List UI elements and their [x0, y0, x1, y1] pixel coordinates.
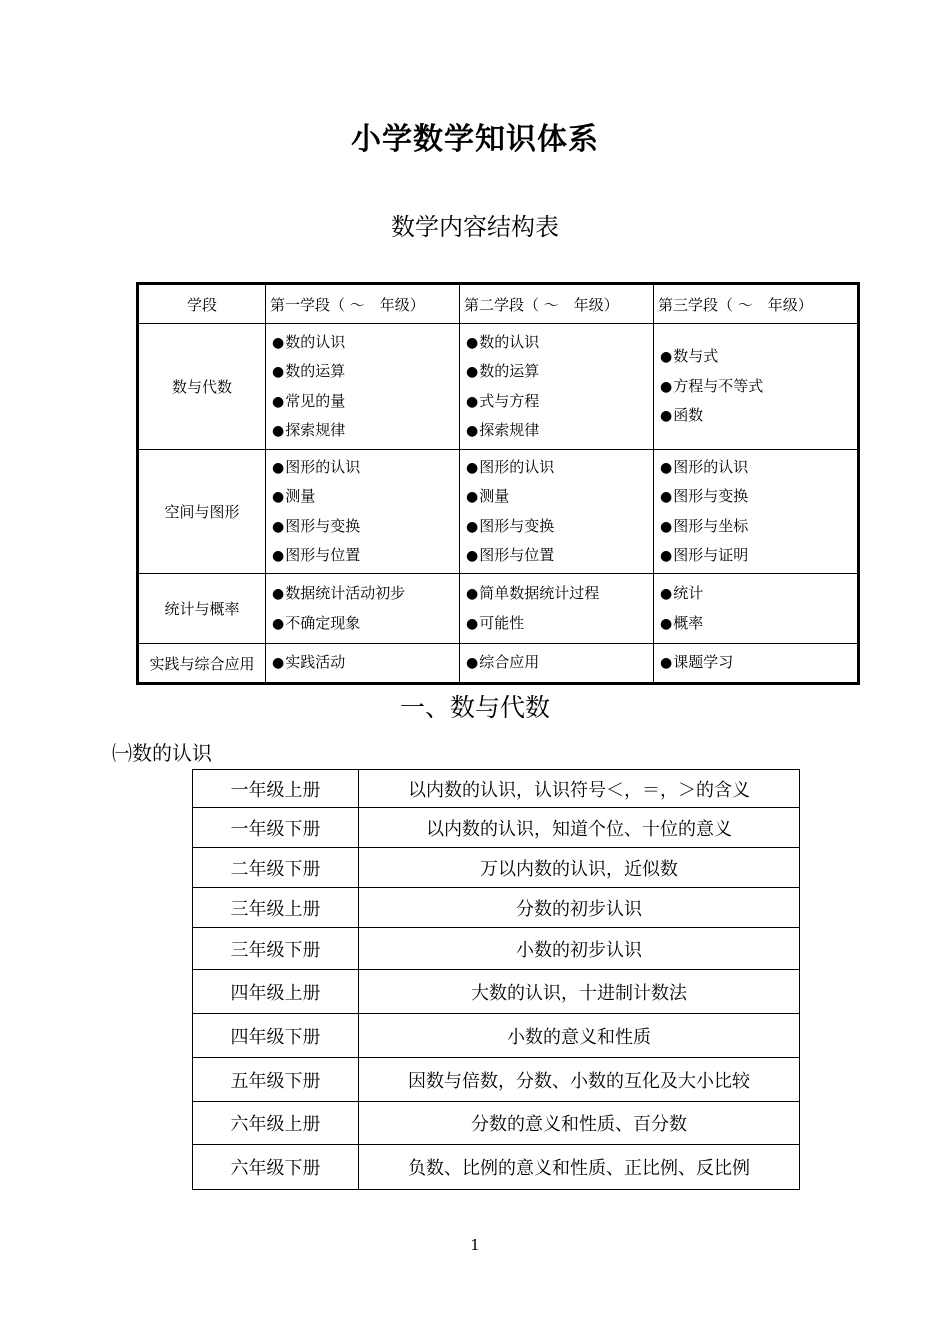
list-item: ● 图形与证明 — [660, 541, 851, 571]
list-item: ● 图形与坐标 — [660, 512, 851, 542]
section-heading: 一、数与代数 — [399, 693, 550, 722]
grade-cell: 六年级下册 — [193, 1145, 359, 1190]
list-item: ● 方程与不等式 — [660, 372, 851, 402]
table-row — [193, 848, 800, 888]
grade-cell: 四年级下册 — [193, 1014, 359, 1058]
grade-cell: 一年级上册 — [193, 770, 359, 808]
category-cell: 统计与概率 — [138, 574, 266, 644]
list-item: ● 图形与变换 — [272, 512, 453, 542]
content-cell: 小数的初步认识 — [359, 928, 800, 970]
grade-content-table — [192, 769, 800, 1190]
header-stage1: 第一学段（ ～ 年级） — [266, 284, 460, 324]
table-row — [193, 1145, 800, 1190]
list-item: ● 式与方程 — [466, 387, 647, 417]
stage3-items — [654, 644, 859, 684]
table-row — [193, 888, 800, 928]
stage1-items — [266, 450, 460, 574]
header-stage-label: 学段 — [138, 284, 266, 324]
list-item: ● 数的认识 — [272, 328, 453, 358]
category-cell: 空间与图形 — [138, 450, 266, 574]
stage3-items — [654, 324, 859, 450]
grade-cell: 三年级下册 — [193, 928, 359, 970]
list-item: ● 简单数据统计过程 — [466, 579, 647, 609]
content-cell: 小数的意义和性质 — [359, 1014, 800, 1058]
header-stage3: 第三学段（ ～ 年级） — [654, 284, 859, 324]
stage1-items — [266, 644, 460, 684]
list-item: ● 课题学习 — [660, 648, 851, 678]
list-item: ● 函数 — [660, 401, 851, 431]
content-cell: 分数的意义和性质、百分数 — [359, 1102, 800, 1145]
stage2-items — [460, 450, 654, 574]
list-item: ● 常见的量 — [272, 387, 453, 417]
list-item: ● 探索规律 — [466, 416, 647, 446]
list-item: ● 概率 — [660, 609, 851, 639]
list-item: ● 图形与变换 — [660, 482, 851, 512]
content-cell: 以内数的认识，认识符号＜，＝，＞的含义 — [359, 770, 800, 808]
content-cell: 分数的初步认识 — [359, 888, 800, 928]
list-item: ● 综合应用 — [466, 648, 647, 678]
list-item: ● 不确定现象 — [272, 609, 453, 639]
list-item: ● 图形的认识 — [272, 453, 453, 483]
stage2-items — [460, 644, 654, 684]
list-item: ● 数与式 — [660, 342, 851, 372]
stage2-items — [460, 324, 654, 450]
table-row — [193, 1014, 800, 1058]
table-row — [193, 970, 800, 1014]
table-row — [193, 770, 800, 808]
list-item: ● 可能性 — [466, 609, 647, 639]
list-item: ● 图形与变换 — [466, 512, 647, 542]
grade-cell: 六年级上册 — [193, 1102, 359, 1145]
structure-header-row — [138, 284, 859, 324]
list-item: ● 实践活动 — [272, 648, 453, 678]
category-cell: 实践与综合应用 — [138, 644, 266, 684]
table-row — [193, 1102, 800, 1145]
structure-row — [138, 450, 859, 574]
stage1-items — [266, 574, 460, 644]
list-item: ● 图形的认识 — [466, 453, 647, 483]
list-item: ● 数据统计活动初步 — [272, 579, 453, 609]
stage3-items — [654, 450, 859, 574]
sub-heading: ㈠数的认识 — [112, 741, 212, 765]
list-item: ● 数的认识 — [466, 328, 647, 358]
structure-row — [138, 324, 859, 450]
stage1-items — [266, 324, 460, 450]
content-cell: 以内数的认识，知道个位、十位的意义 — [359, 808, 800, 848]
list-item: ● 图形与位置 — [272, 541, 453, 571]
list-item: ● 图形的认识 — [660, 453, 851, 483]
page-number: 1 — [470, 1236, 480, 1254]
header-stage2: 第二学段（ ～ 年级） — [460, 284, 654, 324]
stage2-items — [460, 574, 654, 644]
list-item: ● 统计 — [660, 579, 851, 609]
list-item: ● 测量 — [272, 482, 453, 512]
list-item: ● 数的运算 — [466, 357, 647, 387]
structure-row — [138, 574, 859, 644]
table-row — [193, 808, 800, 848]
list-item: ● 测量 — [466, 482, 647, 512]
stage3-items — [654, 574, 859, 644]
content-cell: 大数的认识，十进制计数法 — [359, 970, 800, 1014]
table-caption: 数学内容结构表 — [391, 213, 559, 241]
grade-cell: 一年级下册 — [193, 808, 359, 848]
grade-cell: 二年级下册 — [193, 848, 359, 888]
list-item: ● 数的运算 — [272, 357, 453, 387]
table-row — [193, 1058, 800, 1102]
grade-cell: 三年级上册 — [193, 888, 359, 928]
document-title: 小学数学知识体系 — [351, 122, 599, 157]
grade-cell: 四年级上册 — [193, 970, 359, 1014]
content-cell: 万以内数的认识，近似数 — [359, 848, 800, 888]
list-item: ● 探索规律 — [272, 416, 453, 446]
category-cell: 数与代数 — [138, 324, 266, 450]
content-cell: 负数、比例的意义和性质、正比例、反比例 — [359, 1145, 800, 1190]
grade-cell: 五年级下册 — [193, 1058, 359, 1102]
list-item: ● 图形与位置 — [466, 541, 647, 571]
content-structure-table — [136, 282, 860, 685]
structure-row — [138, 644, 859, 684]
table-row — [193, 928, 800, 970]
content-cell: 因数与倍数，分数、小数的互化及大小比较 — [359, 1058, 800, 1102]
